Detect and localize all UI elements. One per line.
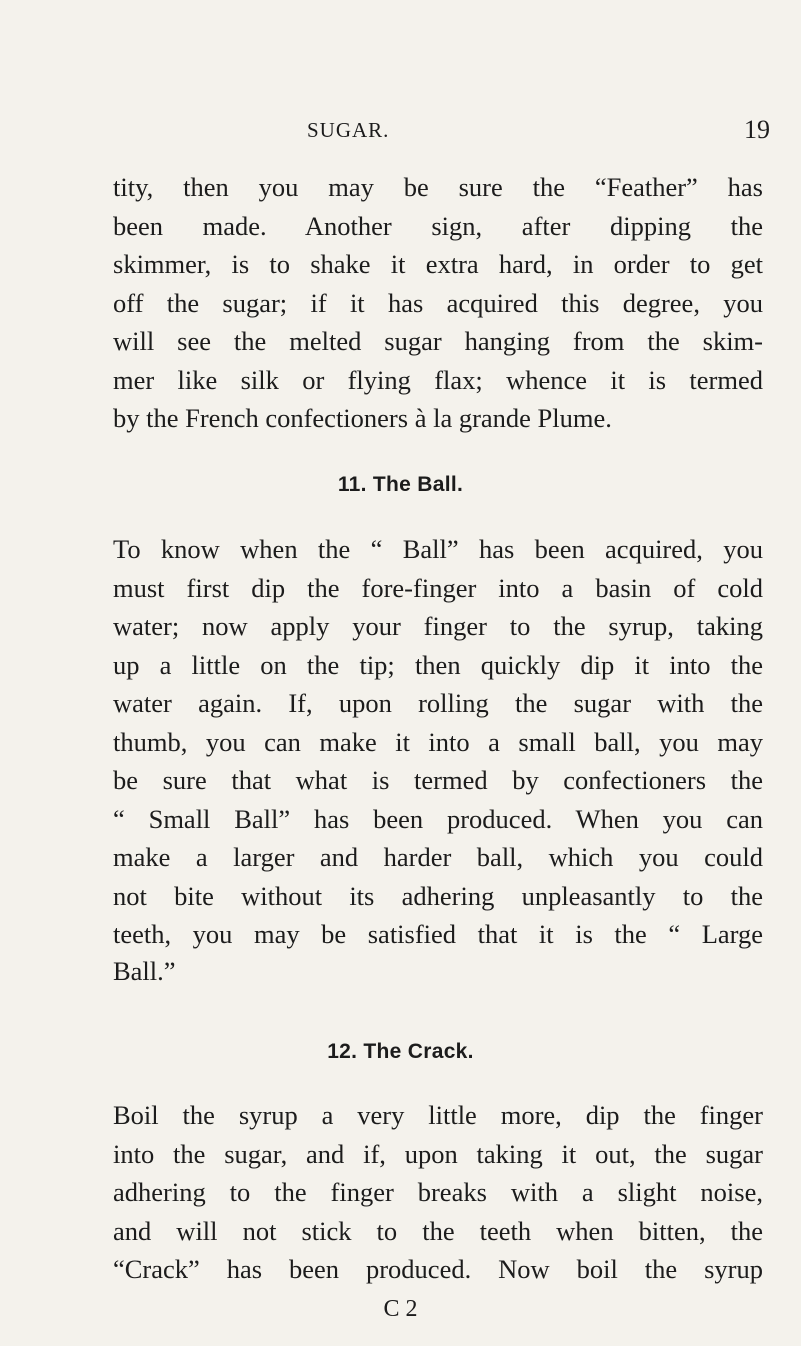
paragraph-ball xyxy=(113,530,763,988)
text-line: “ Small Ball” has been produced. When you can xyxy=(113,803,763,834)
text-line: will see the melted sugar hanging from the skim- xyxy=(113,326,763,356)
text-line: mer like silk or flying flax; whence it is termed xyxy=(113,364,763,395)
page-number: 19 xyxy=(744,115,770,144)
running-title: SUGAR. xyxy=(307,118,390,142)
text-line: and will not stick to the teeth when bitten, the xyxy=(113,1215,763,1246)
text-line: make a larger and harder ball, which you could xyxy=(113,842,763,872)
running-head xyxy=(0,115,801,154)
paragraph-crack xyxy=(113,1096,763,1289)
section-heading-ball: 11. The Ball. xyxy=(337,473,464,496)
text-line: tity, then you may be sure the “Feather” has xyxy=(113,172,763,202)
text-line: not bite without its adhering unpleasantly to the xyxy=(113,880,763,911)
text-line: up a little on the tip; then quickly dip it into the xyxy=(113,649,763,680)
paragraph-continuation xyxy=(113,168,763,438)
section-heading-crack: 12. The Crack. xyxy=(327,1040,474,1063)
text-line: teeth, you may be satisfied that it is the “ Large xyxy=(113,919,763,949)
text-line: To know when the “ Ball” has been acquired, you xyxy=(113,534,763,564)
text-line: be sure that what is termed by confectioners the xyxy=(113,765,763,795)
text-line: water again. If, upon rolling the sugar with the xyxy=(113,688,763,718)
text-line: water; now apply your finger to the syrup, taking xyxy=(113,611,763,641)
text-line: Boil the syrup a very little more, dip the finger xyxy=(113,1100,763,1130)
text-line: by the French confectioners à la grande Plume. xyxy=(113,403,612,433)
text-line: thumb, you can make it into a small ball, you may xyxy=(113,726,763,757)
text-line: Ball.” xyxy=(113,955,176,986)
signature-mark: C 2 xyxy=(383,1296,418,1322)
text-line: into the sugar, and if, upon taking it out, the sugar xyxy=(113,1138,763,1169)
text-line: been made. Another sign, after dipping the xyxy=(113,210,763,241)
text-line: skimmer, is to shake it extra hard, in order to get xyxy=(113,249,763,279)
text-line: “Crack” has been produced. Now boil the syrup xyxy=(113,1254,763,1284)
text-line: off the sugar; if it has acquired this degree, you xyxy=(113,287,763,318)
text-line: must first dip the fore-finger into a basin of cold xyxy=(113,572,763,603)
text-line: adhering to the finger breaks with a slight noise, xyxy=(113,1177,763,1207)
